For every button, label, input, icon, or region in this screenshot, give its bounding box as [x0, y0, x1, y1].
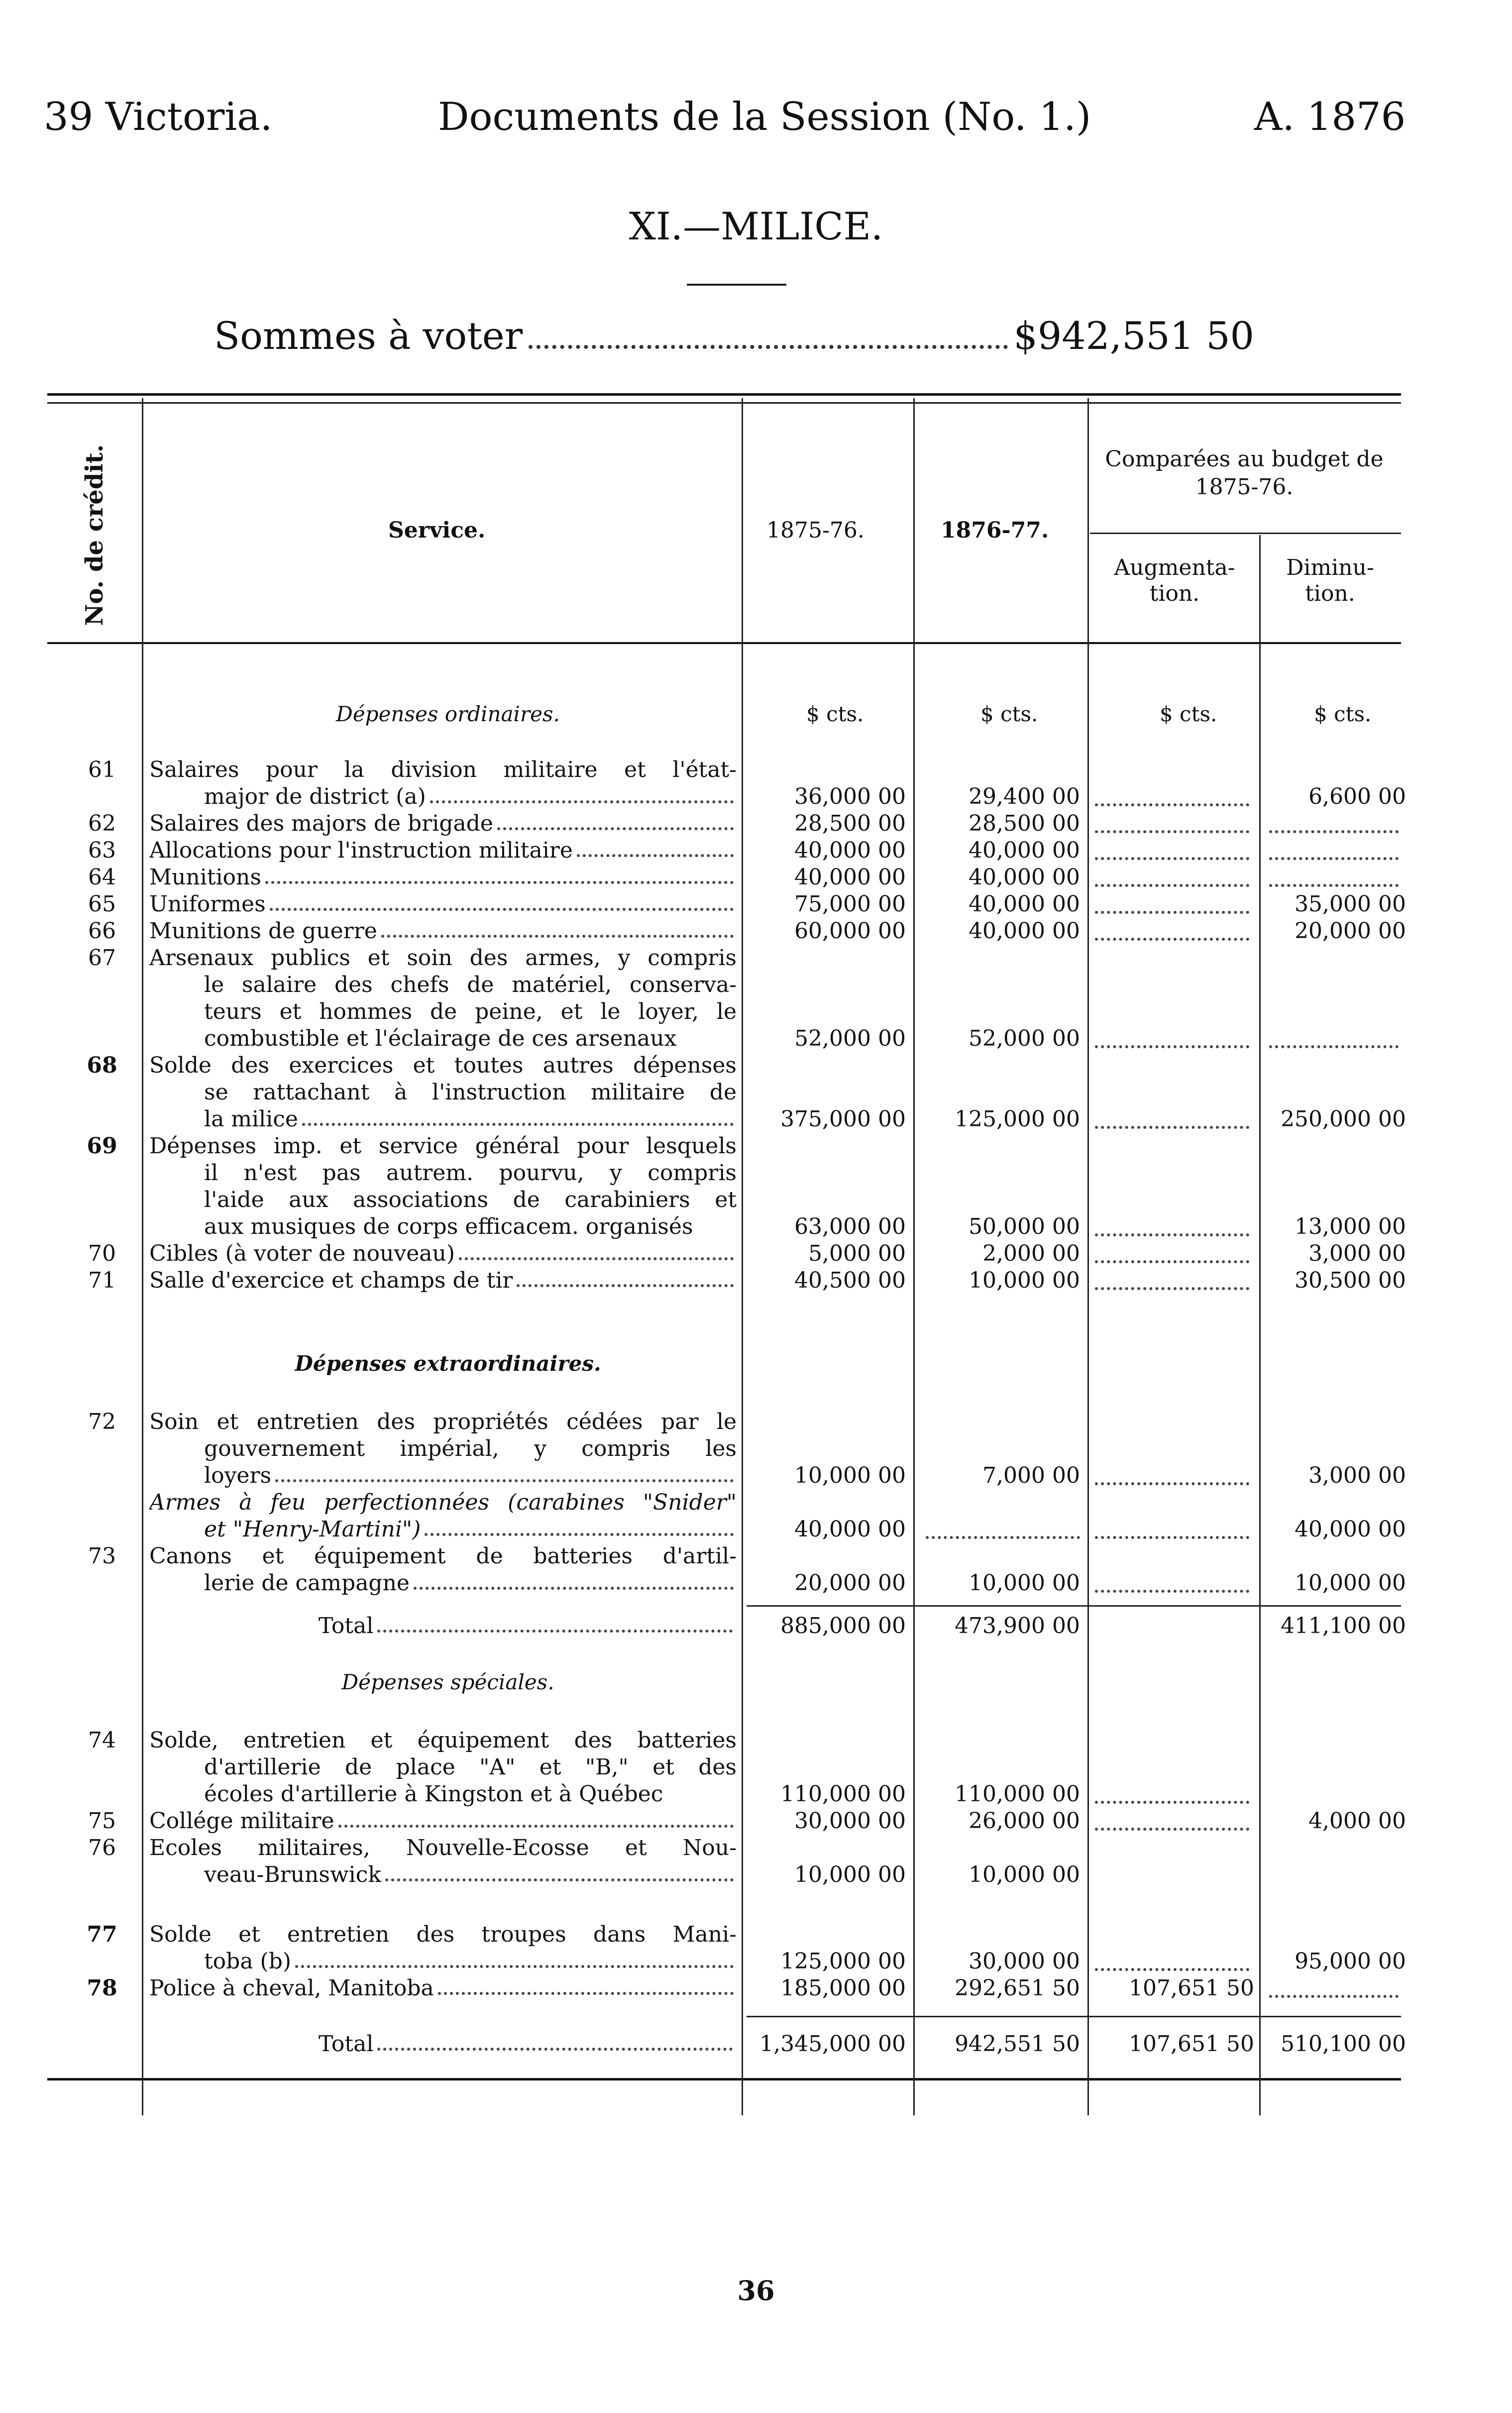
amount-1876: 125,000 00: [955, 1106, 1080, 1132]
amount-1875: 20,000 00: [794, 1570, 906, 1596]
total-label: Total: [319, 1613, 374, 1639]
sommes-leader: [529, 345, 1007, 349]
service-text: combustible et l'éclairage de ces arsenaux: [204, 1026, 677, 1051]
credit-number: 66: [88, 918, 116, 944]
table-bottom-rule: [47, 2078, 1401, 2081]
amount-1875: 110,000 00: [780, 1781, 906, 1807]
credit-number: 73: [88, 1543, 116, 1569]
dot-leader: [926, 1516, 1080, 1539]
service-text: Dépenses imp. et service général pour lesquels: [149, 1133, 737, 1159]
amount-1876: 30,000 00: [969, 1949, 1080, 1974]
dot-leader: [1095, 1267, 1249, 1290]
header-document-id: A. 1876: [1254, 95, 1406, 139]
section-extraordinaires: Dépenses extraordinaires.: [295, 1351, 601, 1376]
amount-augmentation: 107,651 50: [1129, 1975, 1254, 2001]
service-text: Arsenaux publics et soin des armes, y compris: [149, 945, 737, 971]
dot-leader: [1095, 810, 1249, 833]
service-text: Munitions de guerre: [149, 918, 377, 944]
service-text: Cibles (à voter de nouveau): [149, 1241, 455, 1266]
service-text: gouvernement impérial, y compris les: [204, 1436, 737, 1461]
service-text: d'artillerie de place "A" et "B," et des: [204, 1755, 737, 1780]
amount-1876: 10,000 00: [969, 1862, 1080, 1887]
dot-leader: [1269, 810, 1399, 833]
credit-number: 75: [88, 1808, 116, 1834]
credit-number: 68: [87, 1053, 117, 1078]
amount-1875: 5,000 00: [808, 1241, 906, 1266]
dot-leader: [1269, 837, 1399, 860]
service-text: Armes à feu perfectionnées (carabines "Snider": [149, 1490, 737, 1515]
credit-number: 74: [88, 1728, 116, 1753]
amount-1876: 2,000 00: [982, 1241, 1080, 1266]
title-rule: [687, 284, 786, 286]
service-text: la milice: [204, 1106, 298, 1132]
amount-1875: 28,500 00: [794, 811, 906, 836]
amount-1875: 40,000 00: [794, 1517, 906, 1542]
amount-1876: 29,400 00: [969, 784, 1080, 809]
dot-leader: [1095, 1213, 1249, 1236]
amount-diminution: 40,000 00: [1295, 1517, 1406, 1542]
credit-number: 62: [88, 811, 116, 836]
column-divider: [142, 398, 143, 2115]
column-divider: [1087, 398, 1089, 2115]
service-text: lerie de campagne: [204, 1570, 410, 1596]
total-1875: 885,000 00: [780, 1613, 906, 1639]
service-text: se rattachant à l'instruction militaire de: [204, 1080, 737, 1105]
dot-leader: [438, 1975, 734, 1995]
amount-1876: 40,000 00: [969, 918, 1080, 944]
currency-label-diminution: $ cts.: [1314, 702, 1372, 726]
sommes-line: [214, 311, 1254, 361]
total-augmentation: 107,651 50: [1129, 2031, 1254, 2057]
credit-number: 78: [87, 1975, 117, 2001]
credit-number: 65: [88, 891, 116, 917]
service-text: Solde des exercices et toutes autres dépenses: [149, 1053, 737, 1078]
amount-1875: 10,000 00: [794, 1463, 906, 1488]
sum-rule: [747, 1605, 1401, 1607]
dot-leader: [385, 1862, 734, 1881]
credit-number: 71: [88, 1268, 116, 1293]
col-header-compared: Comparées au budget de 1875-76.: [1105, 446, 1384, 500]
amount-diminution: 4,000 00: [1308, 1808, 1406, 1834]
dot-leader: [425, 1516, 734, 1536]
header-documents-title: Documents de la Session (No. 1.): [438, 95, 1091, 139]
service-text: toba (b): [204, 1949, 292, 1974]
dot-leader: [414, 1570, 734, 1590]
service-text: écoles d'artillerie à Kingston et à Québec: [204, 1781, 663, 1807]
dot-leader: [270, 891, 734, 911]
total-1875: 1,345,000 00: [759, 2031, 906, 2057]
dot-leader: [377, 2031, 733, 2051]
service-text: Canons et équipement de batteries d'artil-: [149, 1543, 737, 1569]
service-text: Salaires des majors de brigade: [149, 811, 493, 836]
credit-number: 61: [88, 757, 116, 782]
currency-label-1876: $ cts.: [980, 702, 1038, 726]
credit-number: 64: [88, 865, 116, 890]
dot-leader: [1269, 1025, 1399, 1048]
dot-leader: [1095, 1462, 1249, 1485]
service-text: Munitions: [149, 865, 261, 890]
dot-leader: [1095, 1570, 1249, 1593]
dot-leader: [497, 810, 734, 830]
dot-leader: [1095, 1781, 1249, 1804]
service-text: veau-Brunswick: [204, 1862, 381, 1887]
col-header-1875-76: 1875-76.: [766, 518, 864, 543]
page-number: 36: [737, 2275, 775, 2306]
service-text: aux musiques de corps efficacem. organisés: [204, 1214, 693, 1239]
amount-1876: 40,000 00: [969, 891, 1080, 917]
total-label: Total: [319, 2031, 374, 2057]
amount-1875: 63,000 00: [794, 1214, 906, 1239]
header-session-year: 39 Victoria.: [44, 95, 273, 139]
dot-leader: [1095, 1808, 1249, 1831]
service-text: Police à cheval, Manitoba: [149, 1975, 434, 2001]
amount-1875: 36,000 00: [794, 784, 906, 809]
total-1876: 473,900 00: [955, 1613, 1080, 1639]
amount-1876: 50,000 00: [969, 1214, 1080, 1239]
credit-number: 69: [87, 1133, 117, 1159]
dot-leader: [459, 1240, 734, 1260]
dot-leader: [1095, 1106, 1249, 1129]
amount-1875: 40,000 00: [794, 865, 906, 890]
dot-leader: [577, 837, 734, 857]
amount-diminution: 3,000 00: [1308, 1241, 1406, 1266]
amount-1876: 26,000 00: [969, 1808, 1080, 1834]
page-title: XI.—MILICE.: [629, 204, 883, 248]
dot-leader: [517, 1267, 734, 1287]
dot-leader: [1095, 837, 1249, 860]
table-top-rule-thin: [47, 402, 1401, 404]
dot-leader: [1095, 1240, 1249, 1263]
dot-leader: [1269, 1975, 1399, 1998]
column-divider: [742, 398, 743, 2115]
amount-1875: 30,000 00: [794, 1808, 906, 1834]
compared-sub-rule: [1090, 533, 1401, 534]
dot-leader: [1095, 918, 1249, 941]
credit-number: 77: [87, 1922, 117, 1947]
sommes-label: Sommes à voter: [214, 314, 523, 358]
currency-label-augmentation: $ cts.: [1160, 702, 1217, 726]
total-diminution: 411,100 00: [1281, 1613, 1406, 1639]
amount-1876: 40,000 00: [969, 865, 1080, 890]
dot-leader: [1095, 1516, 1249, 1539]
service-text: loyers: [204, 1463, 272, 1488]
table-header-rule: [47, 642, 1401, 644]
amount-1876: 40,000 00: [969, 838, 1080, 863]
total-1876: 942,551 50: [955, 2031, 1080, 2057]
amount-1876: 52,000 00: [969, 1026, 1080, 1051]
column-divider: [1259, 535, 1261, 2115]
table-top-rule: [47, 393, 1401, 396]
service-text: Salle d'exercice et champs de tir: [149, 1268, 513, 1293]
col-header-service: Service.: [388, 518, 486, 543]
service-text: Ecoles militaires, Nouvelle-Ecosse et Nou-: [149, 1835, 737, 1861]
amount-1875: 125,000 00: [780, 1949, 906, 1974]
service-text: teurs et hommes de peine, et le loyer, le: [204, 999, 737, 1024]
dot-leader: [430, 783, 734, 803]
service-text: le salaire des chefs de matériel, conserva-: [204, 972, 737, 997]
amount-1875: 40,000 00: [794, 838, 906, 863]
credit-number: 70: [88, 1241, 116, 1266]
service-text: Soin et entretien des propriétés cédées par le: [149, 1409, 737, 1434]
amount-diminution: 95,000 00: [1295, 1949, 1406, 1974]
amount-diminution: 13,000 00: [1295, 1214, 1406, 1239]
amount-1875: 375,000 00: [780, 1106, 906, 1132]
amount-1875: 40,500 00: [794, 1268, 906, 1293]
service-text: Uniformes: [149, 891, 266, 917]
amount-1876: 10,000 00: [969, 1268, 1080, 1293]
dot-leader: [381, 918, 734, 938]
currency-label-1875: $ cts.: [806, 702, 864, 726]
service-text: Collége militaire: [149, 1808, 334, 1834]
dot-leader: [275, 1462, 734, 1482]
service-text: major de district (a): [204, 784, 426, 809]
amount-diminution: 10,000 00: [1295, 1570, 1406, 1596]
section-ordinaires: Dépenses ordinaires.: [336, 702, 560, 726]
amount-1876: 292,651 50: [955, 1975, 1080, 2001]
amount-1876: 110,000 00: [955, 1781, 1080, 1807]
amount-1875: 10,000 00: [794, 1862, 906, 1887]
col-header-credit: No. de crédit.: [81, 444, 108, 626]
dot-leader: [1095, 891, 1249, 914]
amount-diminution: 250,000 00: [1281, 1106, 1406, 1132]
credit-number: 67: [88, 945, 116, 971]
credit-number: 63: [88, 838, 116, 863]
dot-leader: [377, 1613, 733, 1633]
amount-1876: 10,000 00: [969, 1570, 1080, 1596]
service-text: Allocations pour l'instruction militaire: [149, 838, 573, 863]
amount-diminution: 3,000 00: [1308, 1463, 1406, 1488]
column-divider: [913, 398, 915, 2115]
dot-leader: [1095, 1948, 1249, 1971]
amount-diminution: 30,500 00: [1295, 1268, 1406, 1293]
dot-leader: [1095, 783, 1249, 806]
amount-diminution: 6,600 00: [1308, 784, 1406, 809]
service-text: il n'est pas autrem. pourvu, y compris: [204, 1160, 737, 1186]
amount-1875: 185,000 00: [780, 1975, 906, 2001]
amount-diminution: 35,000 00: [1295, 891, 1406, 917]
section-speciales: Dépenses spéciales.: [341, 1670, 554, 1694]
dot-leader: [302, 1106, 734, 1126]
col-header-augmentation: Augmenta- tion.: [1114, 555, 1235, 606]
credit-number: 76: [88, 1835, 116, 1861]
amount-1876: 28,500 00: [969, 811, 1080, 836]
amount-1875: 52,000 00: [794, 1026, 906, 1051]
amount-diminution: 20,000 00: [1295, 918, 1406, 944]
amount-1875: 60,000 00: [794, 918, 906, 944]
service-text: Salaires pour la division militaire et l'état-: [149, 757, 737, 782]
service-text: Solde, entretien et équipement des batteries: [149, 1728, 737, 1753]
service-text: l'aide aux associations de carabiniers et: [204, 1187, 737, 1212]
dot-leader: [1269, 864, 1399, 887]
dot-leader: [295, 1948, 734, 1968]
col-header-1876-77: 1876-77.: [941, 518, 1049, 543]
dot-leader: [265, 864, 734, 884]
credit-number: 72: [88, 1409, 116, 1434]
sum-rule: [747, 2016, 1401, 2017]
dot-leader: [338, 1808, 734, 1828]
amount-1875: 75,000 00: [794, 891, 906, 917]
amount-1876: 7,000 00: [982, 1463, 1080, 1488]
col-header-diminution: Diminu- tion.: [1286, 555, 1374, 606]
service-text: et "Henry-Martini"): [204, 1517, 421, 1542]
dot-leader: [1095, 1025, 1249, 1048]
sommes-amount: $942,551 50: [1013, 314, 1254, 358]
service-text: Solde et entretien des troupes dans Mani-: [149, 1922, 737, 1947]
dot-leader: [1095, 864, 1249, 887]
total-diminution: 510,100 00: [1281, 2031, 1406, 2057]
